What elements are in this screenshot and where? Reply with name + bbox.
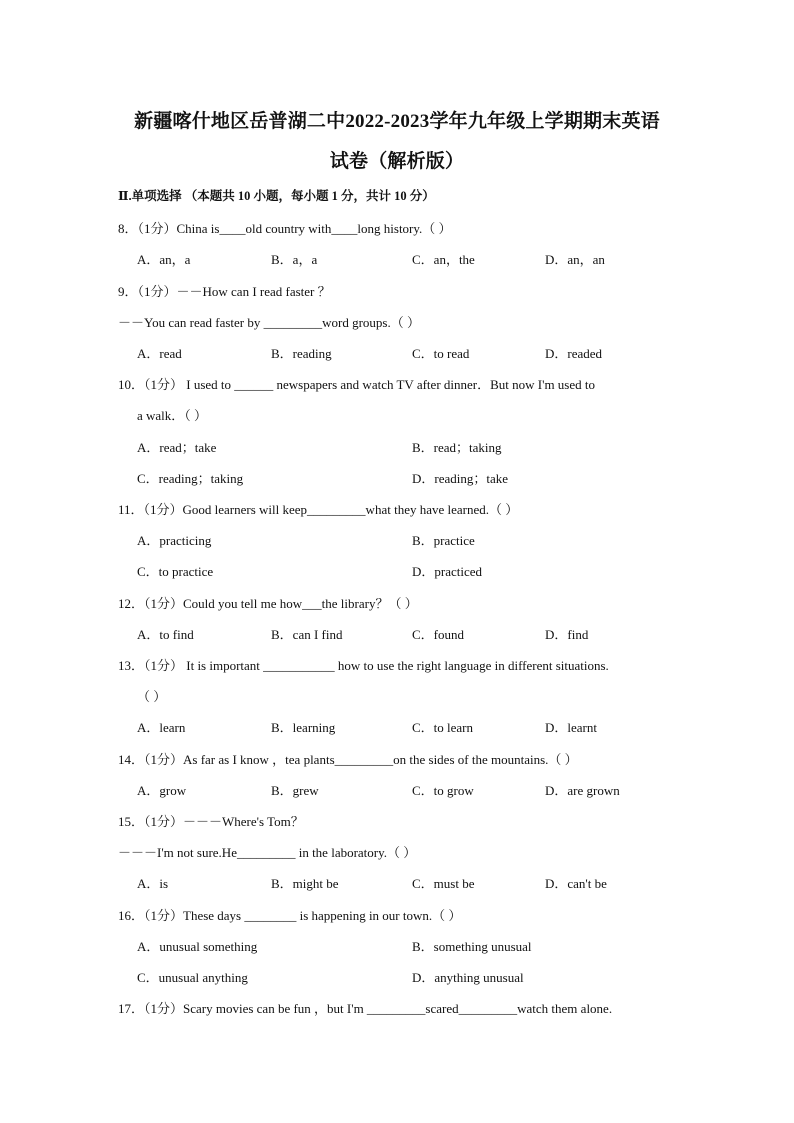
option-d: D．find xyxy=(545,627,589,642)
option-b: B．something unusual xyxy=(412,939,532,954)
option-d: D．learnt xyxy=(545,720,597,735)
question-stem-continued: （ ） xyxy=(137,689,167,704)
question-stem: 8．（1分）China is____old country with____long history.（ ） xyxy=(118,221,452,236)
option-a: A．practicing xyxy=(137,533,212,548)
question-stem: 16．（1分）These days ________ is happening in our town.（ ） xyxy=(118,908,462,923)
question-stem-continued: －－You can read faster by _________word groups.（ ） xyxy=(118,315,420,330)
section-header: Ⅱ.单项选择 （本题共 10 小题，每小题 1 分，共计 10 分） xyxy=(118,189,435,203)
question-stem: 17．（1分）Scary movies can be fun ，but I'm _________scared_________watch them alone. xyxy=(118,1001,613,1016)
option-c: C．must be xyxy=(412,876,475,891)
option-a: A．unusual something xyxy=(137,939,258,954)
option-a: A．grow xyxy=(137,783,187,798)
option-c: C．unusual anything xyxy=(137,970,248,985)
option-a: A．to find xyxy=(137,627,194,642)
question-stem: 13．（1分） It is important ___________ how to use the right language in different situations. xyxy=(118,658,609,673)
option-a: A．read；take xyxy=(137,440,217,455)
option-b: B．practice xyxy=(412,533,475,548)
question-stem: 11．（1分）Good learners will keep_________what they have learned.（ ） xyxy=(118,502,519,517)
option-d: D．reading；take xyxy=(412,471,509,486)
option-b: B．can I find xyxy=(271,627,343,642)
option-b: B．read；taking xyxy=(412,440,502,455)
option-c: C．to read xyxy=(412,346,470,361)
option-b: B．a，a xyxy=(271,252,318,267)
option-d: D．anything unusual xyxy=(412,970,524,985)
question-stem-continued: a walk．（ ） xyxy=(137,408,208,423)
option-a: A．is xyxy=(137,876,169,891)
option-c: C．to learn xyxy=(412,720,474,735)
question-stem: 9．（1分）－－How can I read faster ？ xyxy=(118,284,331,299)
question-stem: 10．（1分） I used to ______ newspapers and watch TV after dinner．But now I'm used to xyxy=(118,377,596,392)
option-c: C．to practice xyxy=(137,564,214,579)
option-b: B．learning xyxy=(271,720,336,735)
question-stem: 12．（1分）Could you tell me how___the library？（ ） xyxy=(118,596,418,611)
option-a: A．learn xyxy=(137,720,186,735)
option-a: A．an，a xyxy=(137,252,191,267)
question-stem-continued: －－－I'm not sure.He_________ in the laboratory.（ ） xyxy=(118,845,417,860)
option-b: B．reading xyxy=(271,346,332,361)
option-c: C．reading；taking xyxy=(137,471,244,486)
option-d: D．can't be xyxy=(545,876,607,891)
option-d: D．are grown xyxy=(545,783,620,798)
option-b: B．might be xyxy=(271,876,339,891)
document-title-line2: 试卷（解析版） xyxy=(329,151,465,172)
option-a: A．read xyxy=(137,346,182,361)
option-d: D．readed xyxy=(545,346,603,361)
option-d: D．practiced xyxy=(412,564,483,579)
document-title-line1: 新疆喀什地区岳普湖二中2022-2023学年九年级上学期期末英语 xyxy=(134,111,660,132)
option-b: B．grew xyxy=(271,783,319,798)
question-stem: 15．（1分）－－－Where's Tom？ xyxy=(118,814,304,829)
option-c: C．an，the xyxy=(412,252,475,267)
question-stem: 14．（1分）As far as I know ，tea plants_________on the sides of the mountains.（ ） xyxy=(118,752,578,767)
option-d: D．an，an xyxy=(545,252,605,267)
option-c: C．found xyxy=(412,627,465,642)
option-c: C．to grow xyxy=(412,783,474,798)
